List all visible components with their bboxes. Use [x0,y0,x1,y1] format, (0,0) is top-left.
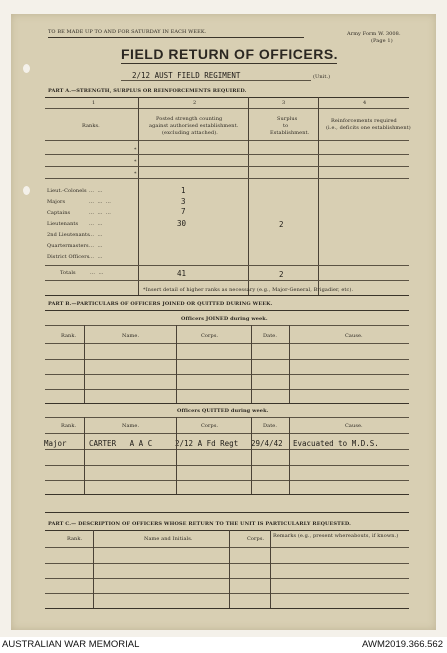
col-number-3: 3 [282,100,286,106]
part-c-col-name: Name and Initials. [144,536,193,542]
joined-col-name: Name. [122,333,140,339]
part-a-footnote: *Insert detail of higher ranks as necessary (e.g., Major-General, Brigadier, etc). [143,287,354,293]
quitted-title: Officers QUITTED during week. [177,408,269,414]
surplus-header-1: Surplus [277,116,298,122]
posted-header-2: against authorised establishment. [149,123,239,129]
joined-col-corps: Corps. [201,333,219,339]
part-a-heading: PART A.—STRENGTH, SURPLUS OR REINFORCEMENTS REQUIRED. [48,88,247,94]
posted-value: 3 [181,197,186,206]
joined-col-date: Date. [263,333,278,339]
surplus-header-2: to [283,123,289,129]
joined-title: Officers JOINED during week. [181,316,268,322]
punch-hole [23,186,30,195]
rank-row-label: Quartermasters [47,243,89,249]
posted-header-1: Posted strength counting [156,116,223,122]
quitted-col-name: Name. [122,423,140,429]
rank-row-label: Captains [47,210,71,216]
rank-row-label: 2nd Lieutenants [47,232,90,238]
rank-row-label: Majors [47,199,66,205]
totals-surplus: 2 [279,270,284,279]
part-c-heading: PART C.— DESCRIPTION OF OFFICERS WHOSE RETURN TO THE UNIT IS PARTICULARLY REQUESTED. [48,521,351,527]
quitted-col-cause: Cause. [345,423,363,429]
footer-bar [0,637,447,653]
document-page: TO BE MADE UP TO AND FOR SATURDAY IN EACH WEEK. Army Form W. 3008. (Page 1) FIELD RETURN OF OFFICERS. 2/12 AUST FIELD REGIMENT (Unit.) PART A.—STRENGTH, SURPLUS OR REINFORCEMENTS REQUIRED. 1 2 3 4 Ranks. Posted strength counting against authorised establishment. (excluding attached). Surplus to Establishment. Reinforcements required (i.e., deficits one establishment) * * * Lieut.-Colonels Majors Captains Lieutenants 2nd Lieutenants Quartermasters District Officers ... ... ... ... ... ... ... ... ... ... ... ... ... ... ... ... 1 3 7 30 2 Totals ... ... 41 2 *Insert detail of higher ranks as necessary (e.g., Major-General, Brigadier, etc). PART B.—PARTICULARS OF OFFICERS JOINED OR QUITTED DURING WEEK. Officers JOINED during week. Rank. Name. Corps. Date. Cause. Officers QUITTED during week. Rank. Name. Corps. Date. Cause. Major CARTER A A C 2/12 A Fd Regt 29/4/42 Evacuated to M.D.S. PART C.— DESCRIPTION OF OFFICERS WHOSE RETURN TO THE UNIT IS PARTICULARLY REQUESTED. Rank. Name and Initials. Corps. Remarks (e.g., present whereabouts, if known.) [11,14,436,630]
totals-posted: 41 [177,269,187,278]
joined-col-cause: Cause. [345,333,363,339]
part-b-heading: PART B.—PARTICULARS OF OFFICERS JOINED OR QUITTED DURING WEEK. [48,301,273,307]
totals-label: Totals [60,270,76,276]
part-c-col-remarks: Remarks (e.g., present whereabouts, if known.) [273,533,399,539]
instruction-text: TO BE MADE UP TO AND FOR SATURDAY IN EACH WEEK. [48,29,207,35]
page-number: (Page 1) [371,38,393,44]
col-number-4: 4 [363,100,367,106]
quitted-corps: 2/12 A Fd Regt [175,439,239,448]
footer-accession-number: AWM2019.366.562 [362,639,443,650]
posted-value: 7 [181,207,186,216]
rank-row-label: District Officers [47,254,90,260]
col-number-1: 1 [92,100,96,106]
footer-credit: AUSTRALIAN WAR MEMORIAL [2,639,140,650]
quitted-col-rank: Rank. [61,423,77,429]
rank-row-label: Lieut.-Colonels [47,188,87,194]
col-number-2: 2 [193,100,197,106]
posted-value: 1 [181,186,186,195]
quitted-rank: Major [44,439,67,448]
part-c-col-rank: Rank. [67,536,83,542]
punch-hole [23,64,30,73]
quitted-date: 29/4/42 [251,439,283,448]
quitted-col-date: Date. [263,423,278,429]
part-c-col-corps: Corps. [247,536,265,542]
ranks-header: Ranks. [82,123,100,129]
posted-header-3: (excluding attached). [162,130,218,136]
posted-value: 30 [177,219,187,228]
reinforcements-header-2: (i.e., deficits one establishment) [326,125,411,131]
unit-name: 2/12 AUST FIELD REGIMENT [132,71,241,80]
rank-row-label: Lieutenants [47,221,79,227]
surplus-value: 2 [279,220,284,229]
form-number: Army Form W. 3008. [347,31,401,37]
unit-label: (Unit.) [313,74,331,80]
quitted-name: CARTER A A C [89,439,153,448]
quitted-cause: Evacuated to M.D.S. [293,439,379,448]
joined-col-rank: Rank. [61,333,77,339]
reinforcements-header-1: Reinforcements required [331,118,397,124]
surplus-header-3: Establishment. [270,130,310,136]
quitted-col-corps: Corps. [201,423,219,429]
form-title: FIELD RETURN OF OFFICERS. [121,46,339,62]
